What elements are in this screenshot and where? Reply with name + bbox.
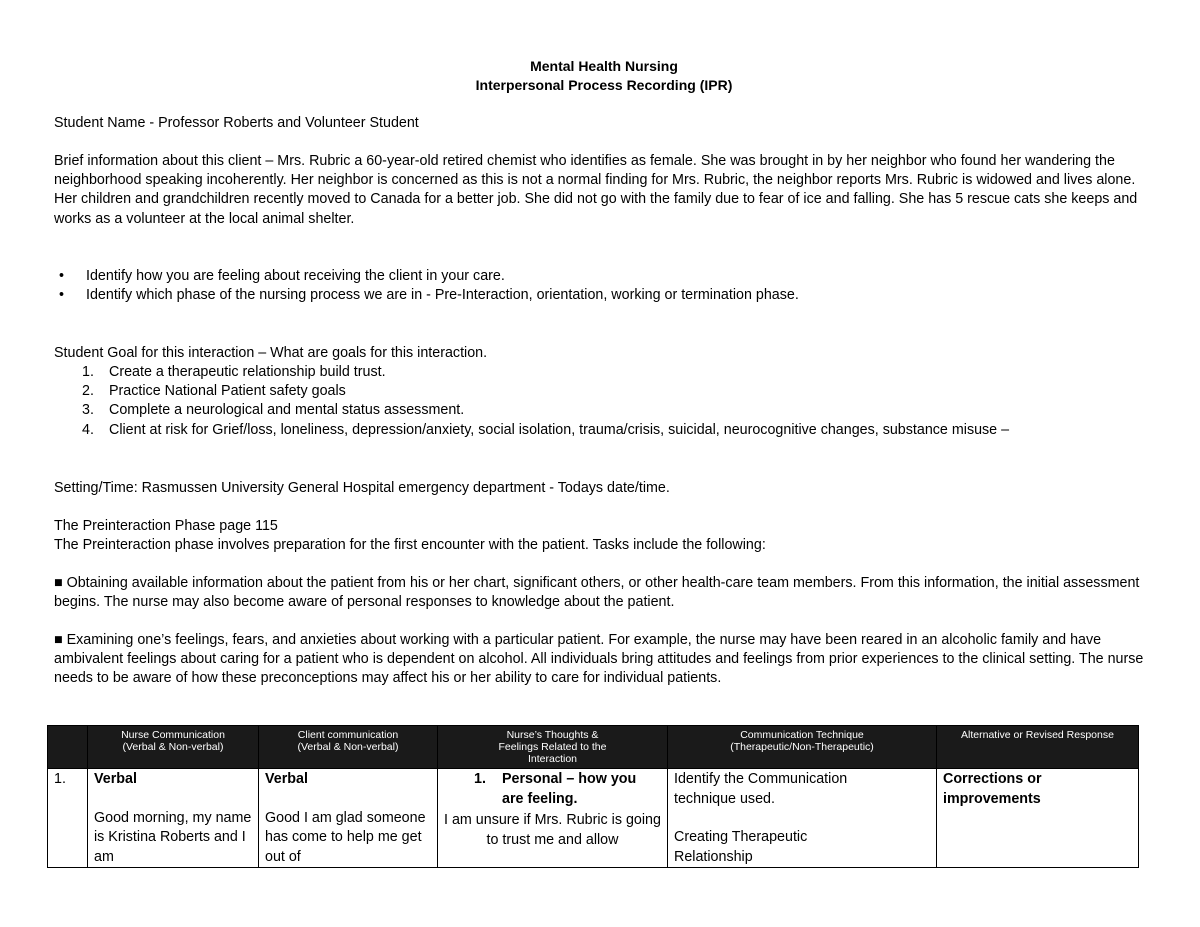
nurse-communication-cell: Verbal Good morning, my name is Kristina Roberts and I am (88, 769, 259, 868)
preinteraction-intro: The Preinteraction phase involves preparation for the first encounter with the patient. Tasks include the following: (54, 537, 766, 553)
row-number: 1. (48, 769, 88, 868)
student-name: Student Name - Professor Roberts and Volunteer Student (54, 115, 419, 131)
preinteraction-task-2: ■ Examining one’s feelings, fears, and anxieties about working with a particular patient. For example, the nurse may have been reared in an alcoholic family and have ambivalent feelings about caring for a patient who is dependent on alcohol. All individuals bring attitudes and feelings from prior experiences to the clinical setting. The nurse needs to be aware of how these preconceptions may affect his or her ability to care for individual patients. (54, 632, 1144, 687)
list-item: 1. Create a therapeutic relationship build trust. (82, 364, 386, 380)
goal-intro: Student Goal for this interaction – What are goals for this interaction. (54, 345, 488, 361)
ipr-table (47, 725, 1139, 868)
header-alternative-response: Alternative or Revised Response (937, 726, 1139, 769)
client-communication-cell: Verbal Good I am glad someone has come to help me get out of (259, 769, 438, 868)
brief-client-info: Brief information about this client – Mrs. Rubric a 60-year-old retired chemist who identifies as female. She was brought in by her neighbor who found her wandering the neighborhood speaking incoherently. Her neighbor is concerned as this is not a normal finding for Mrs. Rubric, the neighbor reports Mrs. Rubric is widowed and lives alone. Her children and grandchildren recently moved to Canada for a better job. She did not go with the family due to fear of ice and falling. She has 5 rescue cats she keeps and works as a volunteer at the local animal shelter. (54, 153, 1138, 227)
goals-list (54, 363, 1114, 440)
list-item: • Identify which phase of the nursing process we are in - Pre-Interaction, orientation, working or termination phase. (54, 286, 1154, 305)
communication-technique-cell: Identify the Communication technique used. Creating Therapeutic Relationship (668, 769, 937, 868)
alternative-response-cell: Corrections or improvements (937, 769, 1139, 868)
document-subtitle: Interpersonal Process Recording (IPR) (475, 77, 733, 93)
list-item: • Identify how you are feeling about receiving the client in your care. (54, 267, 1154, 286)
reflection-bullets (54, 267, 1154, 305)
header-client-communication: Client communication (Verbal & Non-verbal) (259, 726, 438, 769)
table-header-row (48, 726, 1139, 769)
preinteraction-task-1: ■ Obtaining available information about the patient from his or her chart, significant others, or other health-care team members. From this information, the initial assessment begins. The nurse may also become aware of personal responses to knowledge about the patient. (54, 575, 1140, 611)
list-item: 4. Client at risk for Grief/loss, loneliness, depression/anxiety, social isolation, trauma/crisis, suicidal, neurocognitive changes, substance misuse – (82, 421, 1010, 438)
document-title: Mental Health Nursing (530, 58, 678, 74)
header-nurse-communication: Nurse Communication (Verbal & Non-verbal) (88, 726, 259, 769)
preinteraction-heading: The Preinteraction Phase page 115 (54, 518, 278, 534)
table-row (48, 769, 1139, 868)
bullet-icon: • (59, 268, 65, 284)
nurse-thoughts-cell: 1. Personal – how you are feeling. I am unsure if Mrs. Rubric is going to trust me and allow (438, 769, 668, 868)
setting-time: Setting/Time: Rasmussen University General Hospital emergency department - Todays date/time. (54, 480, 670, 496)
header-nurse-thoughts: Nurse’s Thoughts & Feelings Related to the Interaction (438, 726, 668, 769)
list-item: 3. Complete a neurological and mental status assessment. (82, 402, 465, 419)
header-number (48, 726, 88, 769)
header-communication-technique: Communication Technique (Therapeutic/Non-Therapeutic) (668, 726, 937, 769)
bullet-icon: • (59, 287, 65, 304)
document-header (54, 57, 1154, 95)
list-item: 2. Practice National Patient safety goals (82, 383, 346, 400)
